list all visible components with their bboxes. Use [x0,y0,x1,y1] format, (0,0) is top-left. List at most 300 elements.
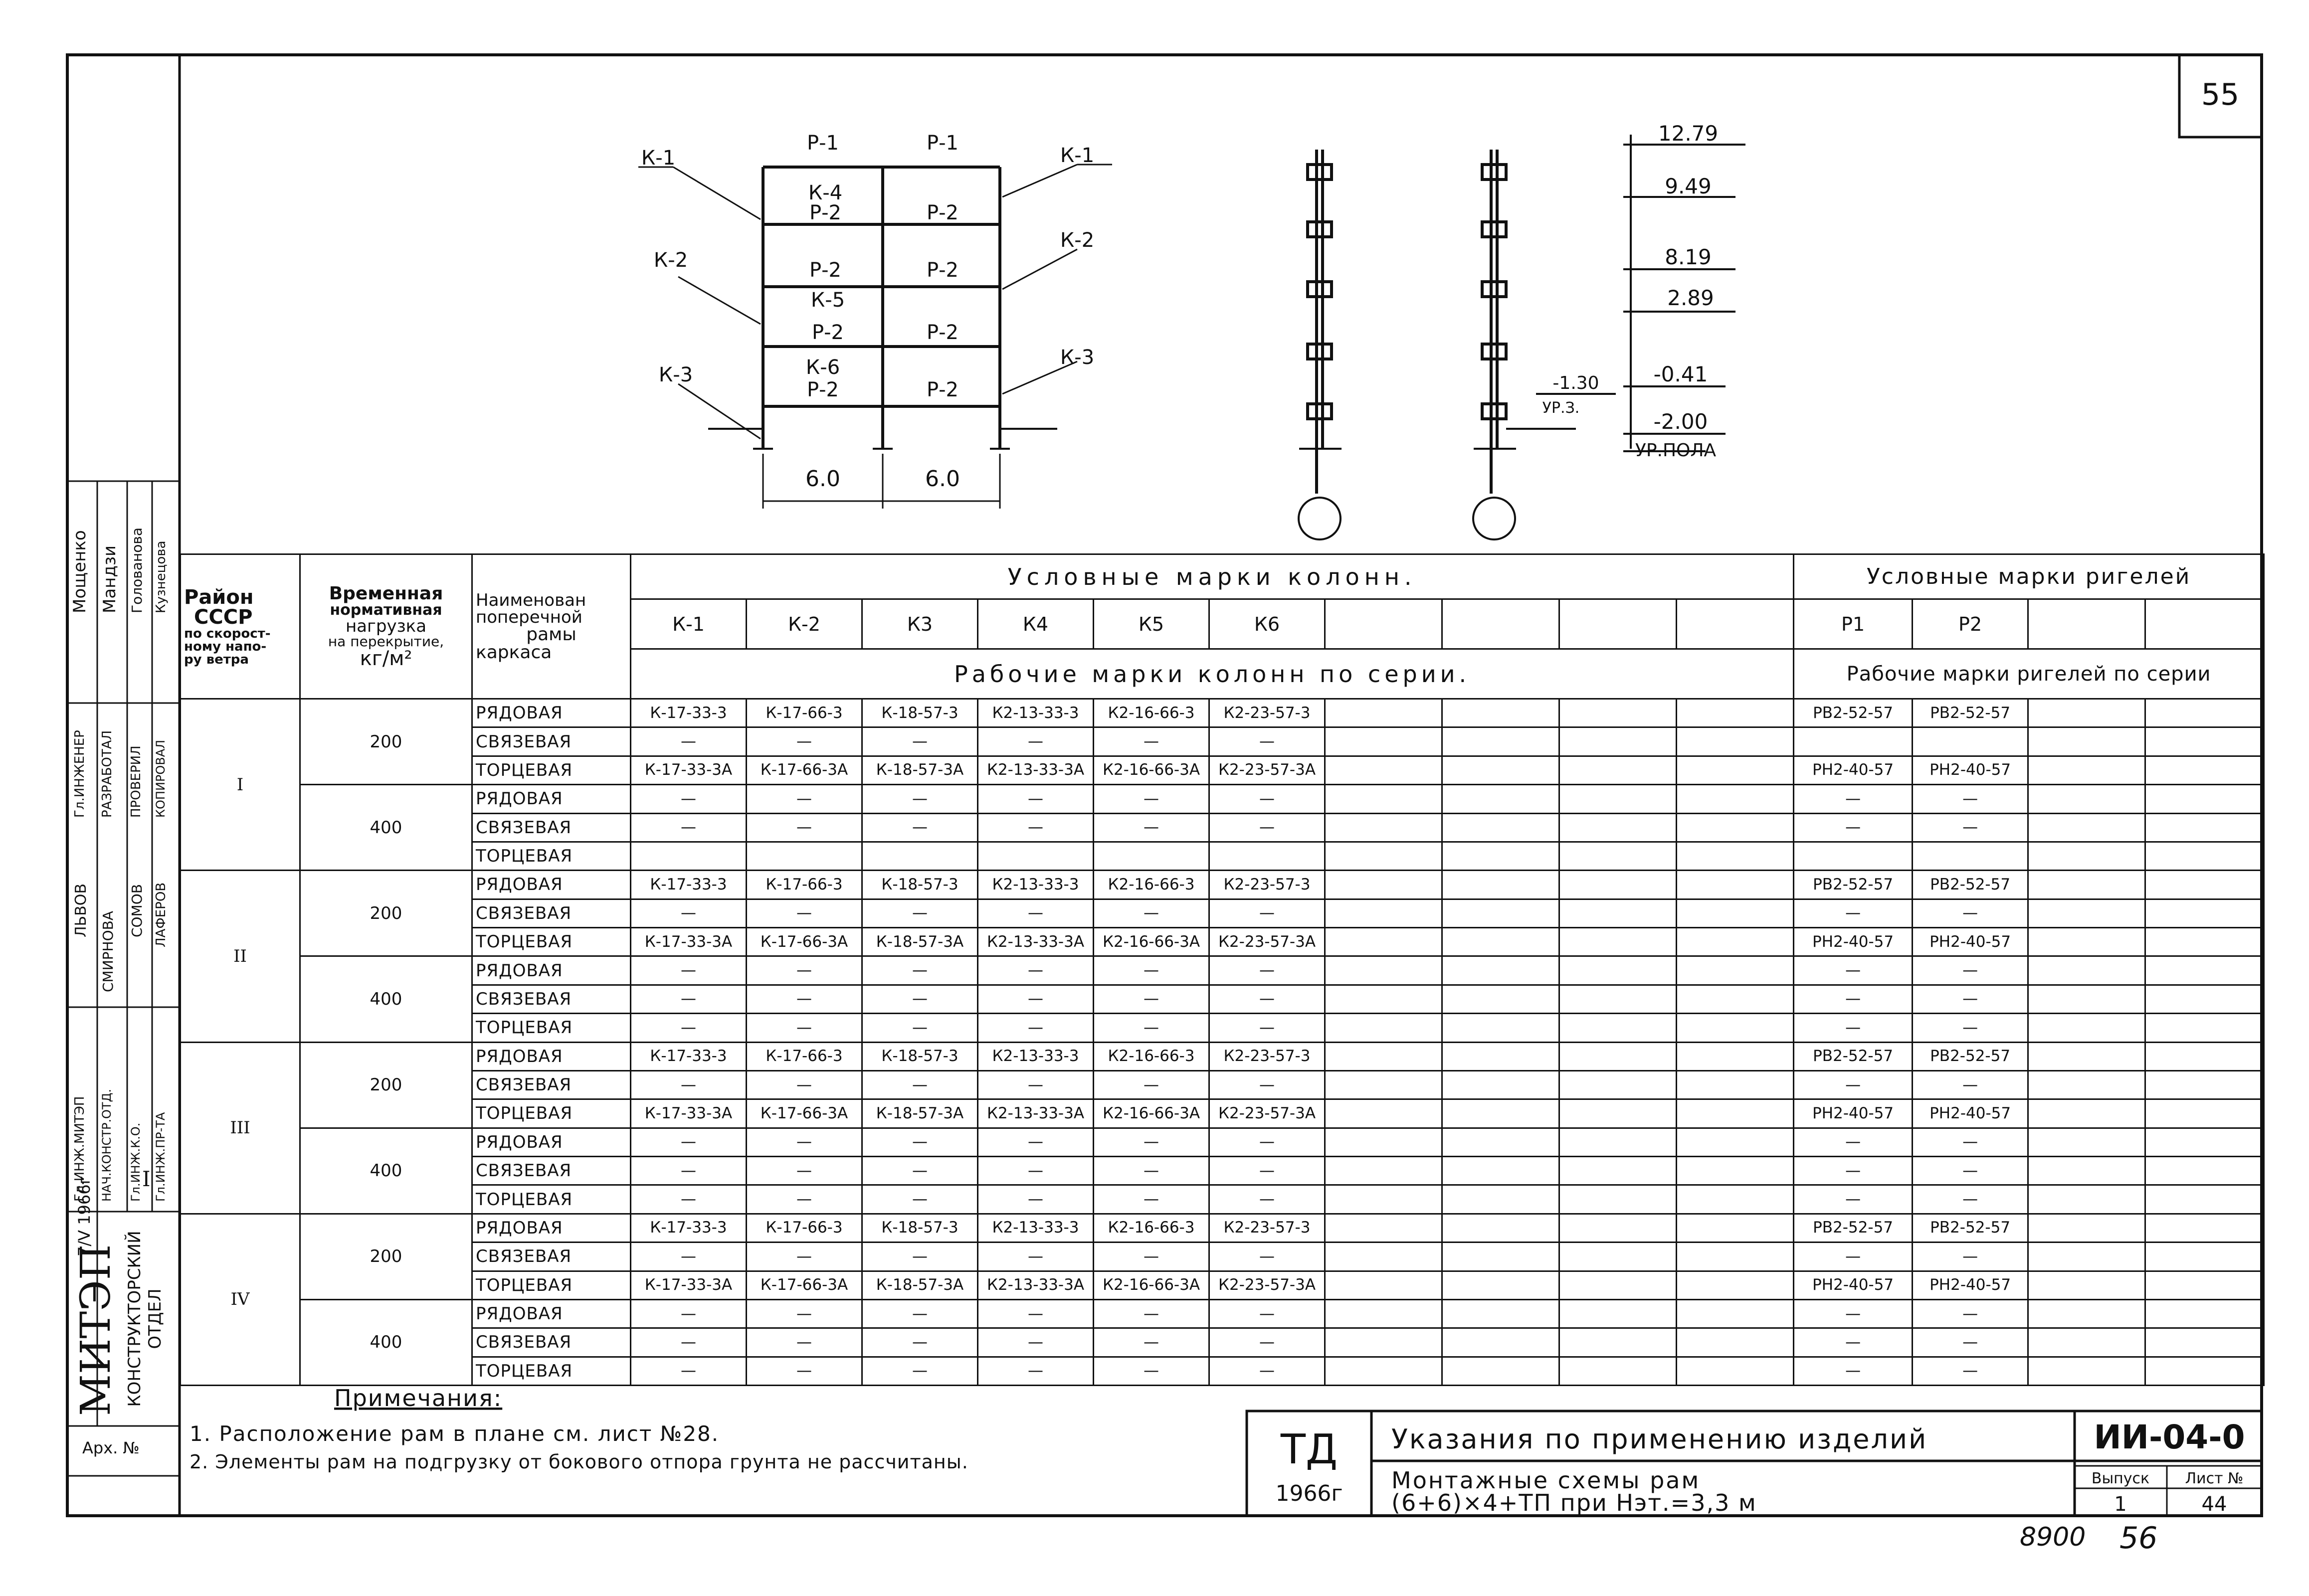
empty-cell [2145,813,2264,842]
column-mark-cell: К-18-57-3 [862,1042,978,1070]
title-block-text [1275,1418,2245,1516]
column-mark-cell: К-17-66-3А [747,756,862,784]
empty-cell [2145,985,2264,1013]
column-mark-cell [1209,842,1325,870]
column-mark-cell: — [747,1070,862,1099]
column-mark-cell: К-18-57-3А [862,1099,978,1128]
column-mark-cell: — [1209,899,1325,927]
column-mark-cell: — [1094,1157,1209,1185]
elev-2-89: 2.89 [1667,286,1714,310]
frame-type-cell: СВЯЗЕВАЯ [472,1157,631,1185]
empty-cell [2028,985,2145,1013]
column-mark-cell: — [1209,956,1325,985]
h-k5: К5 [1094,599,1209,649]
empty-cell [1559,871,1677,899]
column-mark-cell: К2-16-66-3 [1094,699,1209,727]
girder-mark-cell: РВ2-52-57 [1913,699,2028,727]
girder-mark-cell: РН2-40-57 [1794,1099,1913,1128]
region-cell: IV [181,1214,300,1385]
issue-number: 1 [2114,1493,2127,1516]
load-cell: 200 [300,699,472,785]
girder-mark-cell: РВ2-52-57 [1794,1214,1913,1242]
empty-cell [1677,1157,1794,1185]
issue-label: Выпуск [2091,1470,2150,1487]
sheet-subtitle-1: Монтажные схемы рам [1391,1467,1701,1494]
region-cell: II [181,871,300,1042]
column-mark-cell: К2-16-66-3 [1094,1214,1209,1242]
empty-cell [1677,1357,1794,1385]
empty-cell [1559,956,1677,985]
column-mark-cell: К-17-33-3А [631,1099,747,1128]
label-k1-right: К-1 [1060,144,1095,167]
column-mark-cell: К2-23-57-3 [1209,871,1325,899]
stamp-role2-1: Гл.ИНЖ.МИТЭП [72,1096,87,1202]
empty-cell [1325,1157,1442,1185]
column-mark-cell: — [862,1328,978,1357]
column-mark-cell: — [862,727,978,756]
label-k3-right: К-3 [1060,346,1095,369]
frame-type-cell: ТОРЦЕВАЯ [472,1271,631,1299]
empty-cell [1559,1299,1677,1328]
empty-cell [1559,699,1677,727]
column-mark-cell: К2-23-57-3А [1209,1271,1325,1299]
column-mark-cell: — [747,1014,862,1042]
table-row [181,1328,2264,1357]
table-row [181,1214,2264,1242]
frame-type-cell: РЯДОВАЯ [472,871,631,899]
empty-cell [1559,1242,1677,1271]
h-blank [1442,599,1559,649]
girder-mark-cell: — [1913,1128,2028,1156]
table-row [181,756,2264,784]
load-cell: 200 [300,871,472,956]
table-row [181,785,2264,813]
frame-type-cell: СВЯЗЕВАЯ [472,1070,631,1099]
empty-cell [2145,871,2264,899]
empty-cell [1559,1128,1677,1156]
label-k1-left: К-1 [641,147,676,170]
column-mark-cell: — [631,1242,747,1271]
table-row [181,1157,2264,1185]
empty-cell [2028,727,2145,756]
column-mark-cell: — [1209,1357,1325,1385]
empty-cell [2028,1070,2145,1099]
table-row [181,928,2264,956]
column-mark-cell: — [1094,1299,1209,1328]
column-mark-cell: К2-16-66-3А [1094,928,1209,956]
empty-cell [1325,1128,1442,1156]
column-mark-cell: — [747,1128,862,1156]
empty-cell [2145,1128,2264,1156]
empty-cell [2028,1271,2145,1299]
column-mark-cell: — [1094,1357,1209,1385]
column-mark-cell: — [631,1014,747,1042]
empty-cell [1442,1157,1559,1185]
frame-type-cell: СВЯЗЕВАЯ [472,813,631,842]
column-mark-cell: К2-23-57-3А [1209,928,1325,956]
empty-cell [2145,1242,2264,1271]
frame-type-cell: ТОРЦЕВАЯ [472,1185,631,1214]
sheet-subtitle-2: (6+6)×4+ТП при Нэт.=3,3 м [1391,1489,1757,1516]
stamp-org: МИТЭП [72,1244,120,1416]
column-mark-cell: — [1094,985,1209,1013]
column-mark-cell: — [1094,1128,1209,1156]
column-mark-cell: — [862,899,978,927]
frame-type-cell: ТОРЦЕВАЯ [472,928,631,956]
sheet-label: Лист № [2185,1470,2244,1487]
empty-cell [1442,1242,1559,1271]
frame-type-cell: СВЯЗЕВАЯ [472,899,631,927]
empty-cell [1442,1271,1559,1299]
column-mark-cell: — [1094,1185,1209,1214]
empty-cell [1559,1070,1677,1099]
column-mark-cell: — [978,1299,1094,1328]
girder-mark-cell: — [1913,1357,2028,1385]
column-mark-cell: — [1094,785,1209,813]
empty-cell [1442,928,1559,956]
empty-cell [1325,1042,1442,1070]
empty-cell [2145,785,2264,813]
empty-cell [1677,1014,1794,1042]
h-region: Район СССР по скорост- ному напо- ру ветра [181,554,300,699]
column-mark-cell: — [862,1014,978,1042]
empty-cell [2028,785,2145,813]
load-cell: 200 [300,1214,472,1299]
column-mark-cell: — [747,1185,862,1214]
load-cell: 400 [300,956,472,1042]
frame-type-cell: РЯДОВАЯ [472,956,631,985]
girder-mark-cell: — [1913,1299,2028,1328]
table-row [181,1357,2264,1385]
column-mark-cell: К-17-66-3А [747,1099,862,1128]
empty-cell [1677,1128,1794,1156]
column-mark-cell: — [1094,956,1209,985]
empty-cell [1559,1099,1677,1128]
empty-cell [1559,1328,1677,1357]
empty-cell [1325,813,1442,842]
empty-cell [1325,699,1442,727]
sheet-index: 44 [2201,1493,2227,1516]
column-mark-cell: К2-23-57-3А [1209,1099,1325,1128]
column-mark-cell: К2-13-33-3 [978,871,1094,899]
stamp-role-1: Гл.ИНЖЕНЕР [72,730,87,818]
frame-labels [641,132,1094,492]
column-mark-cell: К2-13-33-3А [978,756,1094,784]
column-mark-cell: — [978,813,1094,842]
load-cell: 400 [300,1128,472,1214]
empty-cell [2145,1214,2264,1242]
elev-8-19: 8.19 [1665,245,1712,269]
column-mark-cell: — [978,899,1094,927]
empty-cell [1677,1242,1794,1271]
label-k4: К-4 [808,181,843,204]
empty-cell [1442,956,1559,985]
empty-cell [1442,1128,1559,1156]
column-mark-cell [747,842,862,870]
stamp-name-2: Мандзи [100,545,120,613]
girder-mark-cell: РН2-40-57 [1794,928,1913,956]
column-mark-cell: — [747,785,862,813]
table-row [181,1185,2264,1214]
frame-type-cell: СВЯЗЕВАЯ [472,985,631,1013]
column-mark-cell: — [862,1185,978,1214]
frame-type-cell: СВЯЗЕВАЯ [472,1328,631,1357]
column-mark-cell: К-17-66-3 [747,871,862,899]
column-mark-cell: — [978,1185,1094,1214]
notes-title: Примечания: [334,1385,503,1412]
label-k6: К-6 [805,356,840,379]
column-mark-cell: К2-13-33-3 [978,1214,1094,1242]
column-mark-cell: — [631,1299,747,1328]
girder-mark-cell: — [1913,1014,2028,1042]
empty-cell [1325,985,1442,1013]
stamp-name2-2: СМИРНОВА [100,911,116,992]
table-row [181,1070,2264,1099]
ground-level-label: УР.З. [1542,399,1580,417]
h-load: Временная нормативная нагрузка на перекрытие, кг/м² [300,554,472,699]
column-mark-cell: К-17-66-3А [747,1271,862,1299]
column-mark-cell: — [1209,1185,1325,1214]
girder-mark-cell: — [1913,956,2028,985]
frame-type-cell: ТОРЦЕВАЯ [472,1014,631,1042]
marks-table [180,553,2265,1386]
girder-mark-cell: — [1913,1070,2028,1099]
empty-cell [1559,785,1677,813]
empty-cell [1442,1299,1559,1328]
load-cell: 400 [300,1299,472,1385]
empty-cell [1442,699,1559,727]
empty-cell [1325,928,1442,956]
label-p2-3b: Р-2 [926,321,959,344]
empty-cell [2145,1042,2264,1070]
footer-number-right: 56 [2119,1521,2158,1556]
elev-minus-0-41: -0.41 [1653,362,1708,386]
empty-cell [1559,1042,1677,1070]
column-mark-cell: — [747,985,862,1013]
empty-cell [2145,1271,2264,1299]
column-mark-cell: К-17-66-3 [747,1214,862,1242]
load-cell: 200 [300,1042,472,1128]
girder-mark-cell: — [1794,1242,1913,1271]
empty-cell [1559,1014,1677,1042]
h-col-work: Рабочие марки колонн по серии. [631,649,1794,699]
frame-type-cell: РЯДОВАЯ [472,1214,631,1242]
empty-cell [2028,1328,2145,1357]
column-mark-cell: К2-16-66-3 [1094,871,1209,899]
column-mark-cell: — [862,1070,978,1099]
span-1: 6.0 [805,466,840,492]
region-cell: I [181,699,300,871]
td-year: 1966г [1275,1481,1343,1506]
label-p2-3a: Р-2 [811,321,844,344]
empty-cell [1325,1299,1442,1328]
floor-level-label: УР.ПОЛА [1635,440,1717,461]
elev-9-49: 9.49 [1665,174,1712,198]
column-mark-cell: К2-23-57-3 [1209,1214,1325,1242]
empty-cell [2028,899,2145,927]
empty-cell [2028,928,2145,956]
empty-cell [1325,1014,1442,1042]
column-mark-cell: — [631,727,747,756]
table-row [181,1099,2264,1128]
empty-cell [1559,1271,1677,1299]
column-mark-cell: — [862,1357,978,1385]
girder-mark-cell: — [1794,899,1913,927]
column-mark-cell: — [862,785,978,813]
empty-cell [2028,842,2145,870]
empty-cell [2145,956,2264,985]
column-mark-cell: — [1209,1328,1325,1357]
column-mark-cell [631,842,747,870]
column-mark-cell: — [1094,1070,1209,1099]
column-mark-cell: К2-16-66-3А [1094,756,1209,784]
column-mark-cell: К-17-33-3 [631,699,747,727]
girder-mark-cell [1913,842,2028,870]
stamp-role-3: ПРОВЕРИЛ [129,745,144,818]
girder-mark-cell: — [1913,1242,2028,1271]
label-k2-right: К-2 [1060,229,1095,252]
column-mark-cell: К-18-57-3А [862,756,978,784]
girder-mark-cell: — [1913,899,2028,927]
empty-cell [2028,1128,2145,1156]
column-mark-cell: — [747,727,862,756]
girder-mark-cell: — [1794,1328,1913,1357]
girder-mark-cell: — [1913,1185,2028,1214]
empty-cell [1559,813,1677,842]
empty-cell [2028,1214,2145,1242]
column-mark-cell: — [747,1242,862,1271]
label-p2-1b: Р-2 [926,201,959,224]
column-mark-cell: — [1094,899,1209,927]
span-2: 6.0 [925,466,960,492]
h-k6: К6 [1209,599,1325,649]
empty-cell [1677,727,1794,756]
girder-mark-cell: — [1913,785,2028,813]
column-mark-cell: — [747,1357,862,1385]
empty-cell [2028,813,2145,842]
column-mark-cell: — [747,1328,862,1357]
column-mark-cell: К2-13-33-3 [978,699,1094,727]
empty-cell [2028,956,2145,985]
stamp-name-1: Мощенко [70,530,90,613]
stamp-role2-2: НАЧ.КОНСТР.ОТД. [100,1089,114,1202]
empty-cell [1442,1070,1559,1099]
frame-type-cell: ТОРЦЕВАЯ [472,756,631,784]
column-mark-cell: — [631,1328,747,1357]
column-mark-cell: — [862,956,978,985]
stamp-role2-3: Гл.ИНЖ.К.О. [129,1122,143,1202]
column-mark-cell: К-17-33-3 [631,1214,747,1242]
column-mark-cell: — [747,813,862,842]
empty-cell [2145,1357,2264,1385]
empty-cell [1677,1070,1794,1099]
empty-cell [1559,842,1677,870]
stamp-name2-1: ЛЬВОВ [72,884,90,937]
column-mark-cell: К2-13-33-3А [978,1271,1094,1299]
empty-cell [1677,1299,1794,1328]
empty-cell [1677,756,1794,784]
empty-cell [2145,842,2264,870]
stamp-name2-3: СОМОВ [129,884,145,937]
stamp-role2-4: Гл.ИНЖ.ПР-ТА [154,1112,168,1202]
h-blank [2145,599,2264,649]
girder-mark-cell [1794,727,1913,756]
empty-cell [1325,1214,1442,1242]
h-k2: К-2 [747,599,862,649]
empty-cell [1677,928,1794,956]
empty-cell [1559,727,1677,756]
elev-minus-2-00: -2.00 [1653,409,1708,434]
elev-minus-1-30: -1.30 [1552,373,1599,393]
column-mark-cell: К-17-66-3А [747,928,862,956]
h-p1: Р1 [1794,599,1913,649]
column-mark-cell: К2-16-66-3А [1094,1099,1209,1128]
column-mark-cell: К2-13-33-3А [978,1099,1094,1128]
girder-mark-cell: — [1913,813,2028,842]
empty-cell [1559,1157,1677,1185]
frame-type-cell: РЯДОВАЯ [472,1042,631,1070]
empty-cell [1677,785,1794,813]
column-mark-cell: К-17-66-3 [747,1042,862,1070]
label-k3-left: К-3 [658,363,693,386]
empty-cell [1442,813,1559,842]
empty-cell [2145,1070,2264,1099]
h-p2: Р2 [1913,599,2028,649]
label-p2-2a: Р-2 [809,259,842,282]
girder-mark-cell: РН2-40-57 [1913,756,2028,784]
empty-cell [1325,1271,1442,1299]
column-mark-cell: — [1209,785,1325,813]
column-mark-cell: — [631,985,747,1013]
girder-mark-cell: РВ2-52-57 [1913,1042,2028,1070]
column-mark-cell: — [747,1157,862,1185]
h-k4: К4 [978,599,1094,649]
empty-cell [2145,756,2264,784]
column-mark-cell: К-17-33-3А [631,756,747,784]
td-logo: ТД [1280,1426,1338,1473]
column-mark-cell: — [631,1128,747,1156]
label-p2-4a: Р-2 [806,378,839,401]
empty-cell [1559,985,1677,1013]
column-mark-cell: — [1209,1014,1325,1042]
empty-cell [1325,1070,1442,1099]
column-mark-cell: — [862,1157,978,1185]
column-mark-cell: К-17-33-3А [631,1271,747,1299]
frame-type-cell: СВЯЗЕВАЯ [472,1242,631,1271]
empty-cell [1442,871,1559,899]
column-mark-cell: К-17-66-3 [747,699,862,727]
girder-mark-cell: — [1794,1357,1913,1385]
column-mark-cell: — [631,1070,747,1099]
load-cell: 400 [300,785,472,871]
empty-cell [1559,1357,1677,1385]
empty-cell [1559,928,1677,956]
girder-mark-cell: РН2-40-57 [1913,1099,2028,1128]
stamp-arch: Арх. № [82,1438,140,1457]
column-mark-cell: — [978,956,1094,985]
h-blank [2028,599,2145,649]
column-mark-cell: К2-23-57-3 [1209,699,1325,727]
empty-cell [1677,899,1794,927]
empty-cell [2145,1185,2264,1214]
column-mark-cell: — [862,985,978,1013]
column-mark-cell: — [1209,1070,1325,1099]
column-mark-cell: — [862,1128,978,1156]
label-p2-2b: Р-2 [926,259,959,282]
girder-mark-cell [1913,727,2028,756]
column-mark-cell [1094,842,1209,870]
column-mark-cell: — [1094,1328,1209,1357]
